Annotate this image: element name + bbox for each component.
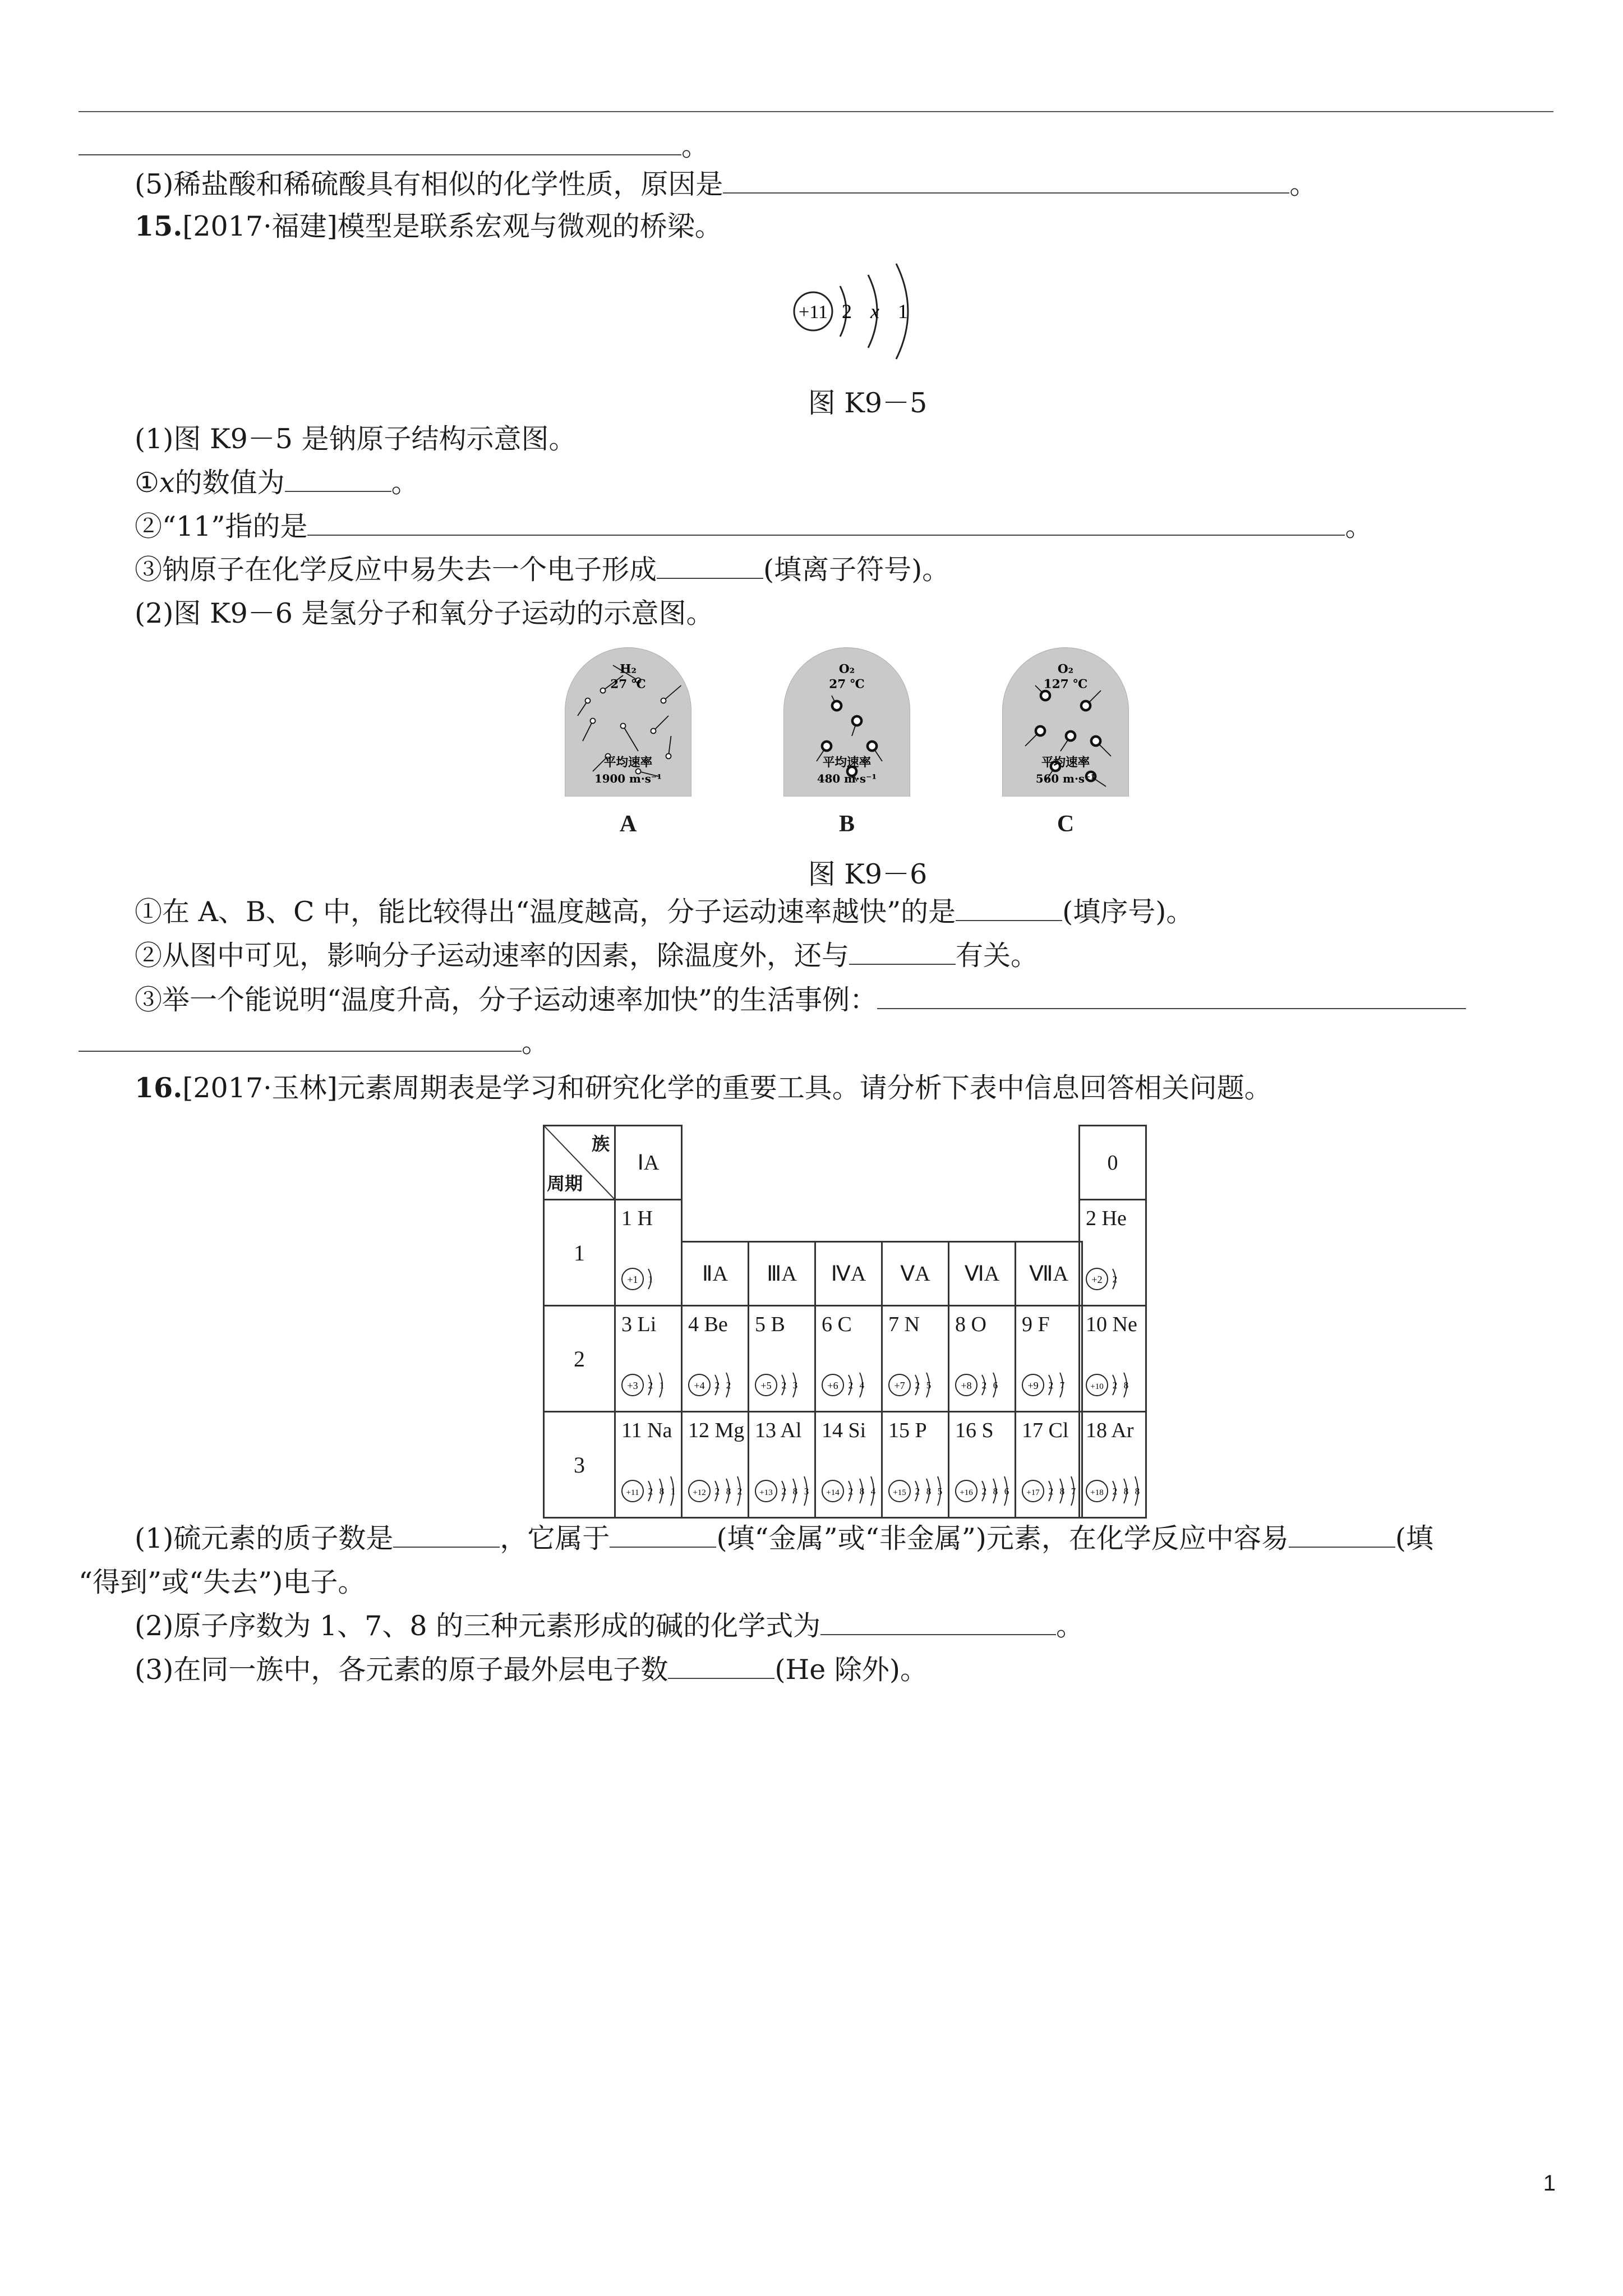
- molecule-panel-a: [555, 645, 701, 799]
- svg-text:1: 1: [648, 1274, 653, 1285]
- atom-structure-diagram: [1083, 1363, 1146, 1407]
- element-symbol: 8 O: [955, 1313, 986, 1336]
- q16-part1: (1)硫元素的质子数是 ，它属于 (填“金属”或“非金属”)元素，在化学反应中容易 (填: [135, 1522, 1433, 1554]
- atom-structure-diagram: [619, 1469, 682, 1513]
- element-cell-na: [614, 1411, 683, 1519]
- answer-blank[interactable]: [668, 1655, 774, 1679]
- svg-text:2: 2: [648, 1380, 653, 1391]
- q15-part2-1: ①在 A、B、C 中，能比较得出“温度越高，分子运动速率越快”的是 (填序号)。: [135, 896, 1194, 928]
- answer-blank[interactable]: [307, 512, 1345, 536]
- q15-part1-2: ②“11”指的是 。: [135, 510, 1373, 542]
- atom-structure-diagram: [619, 1257, 682, 1301]
- q15-part2: (2)图 K9－6 是氢分子和氧分子运动的示意图。: [135, 597, 714, 629]
- molecule-panel-b: [774, 645, 920, 799]
- group-header-3: ⅢA: [748, 1241, 816, 1306]
- element-symbol: 11 Na: [621, 1419, 672, 1442]
- element-symbol: 6 C: [822, 1313, 852, 1336]
- element-cell-ar: [1078, 1411, 1147, 1519]
- svg-text:5: 5: [926, 1380, 932, 1391]
- answer-line-continuation: [79, 111, 1553, 112]
- atom-structure-diagram: [753, 1469, 815, 1513]
- svg-text:+11: +11: [799, 302, 828, 323]
- group-header-ia: ⅠA: [614, 1125, 683, 1200]
- element-cell-n: [881, 1305, 949, 1412]
- q16-stem: 16.[2017·玉林]元素周期表是学习和研究化学的重要工具。请分析下表中信息回答相关问题。: [135, 1071, 1272, 1104]
- svg-text:平均速率: 平均速率: [1041, 756, 1090, 770]
- element-symbol: 2 He: [1086, 1207, 1127, 1230]
- svg-text:8: 8: [659, 1486, 665, 1497]
- svg-text:2: 2: [915, 1486, 920, 1497]
- element-symbol: 17 Cl: [1022, 1419, 1069, 1442]
- svg-text:2: 2: [1112, 1380, 1118, 1391]
- svg-text:2: 2: [1112, 1274, 1118, 1285]
- atom-structure-diagram: [753, 1363, 815, 1407]
- group-header-4: ⅣA: [814, 1241, 883, 1306]
- q14-answer-line-end: 。: [79, 129, 709, 164]
- svg-text:3: 3: [804, 1486, 809, 1497]
- svg-text:+14: +14: [826, 1488, 840, 1497]
- svg-text:2: 2: [1048, 1380, 1054, 1391]
- element-cell-al: [748, 1411, 816, 1519]
- svg-text:8: 8: [1135, 1486, 1140, 1497]
- svg-text:2: 2: [781, 1486, 787, 1497]
- element-symbol: 12 Mg: [688, 1419, 745, 1442]
- table-corner-header: 族 周期: [543, 1125, 616, 1200]
- period-header-3: 3: [543, 1411, 616, 1519]
- svg-text:7: 7: [1071, 1486, 1076, 1497]
- svg-text:2: 2: [714, 1486, 720, 1497]
- group-header-2: ⅡA: [681, 1241, 749, 1306]
- figure-caption-k9-5: 图 K9－5: [808, 387, 928, 419]
- svg-text:+7: +7: [894, 1380, 905, 1391]
- element-symbol: 15 P: [888, 1419, 927, 1442]
- svg-text:1: 1: [670, 1486, 676, 1497]
- element-cell-s: [948, 1411, 1016, 1519]
- svg-text:+9: +9: [1027, 1380, 1039, 1391]
- svg-text:6: 6: [993, 1380, 998, 1391]
- element-symbol: 5 B: [755, 1313, 785, 1336]
- answer-blank[interactable]: [79, 1028, 522, 1052]
- svg-text:8: 8: [926, 1486, 932, 1497]
- group-header-5: ⅤA: [881, 1241, 949, 1306]
- svg-text:8: 8: [993, 1486, 998, 1497]
- q15-part1-3: ③钠原子在化学反应中易失去一个电子形成 (填离子符号)。: [135, 554, 950, 586]
- answer-blank[interactable]: [723, 170, 1289, 194]
- svg-text:+16: +16: [960, 1488, 973, 1497]
- period-header-2: 2: [543, 1305, 616, 1412]
- element-cell-si: [814, 1411, 883, 1519]
- figure-caption-k9-6: 图 K9－6: [808, 858, 928, 890]
- q15-stem: 15.[2017·福建]模型是联系宏观与微观的桥梁。: [135, 210, 722, 242]
- answer-blank[interactable]: [610, 1524, 716, 1548]
- svg-text:8: 8: [1123, 1380, 1129, 1391]
- q15-part2-3-continuation: 。: [79, 1025, 549, 1060]
- element-cell-o: [948, 1305, 1016, 1412]
- svg-text:+10: +10: [1090, 1382, 1104, 1391]
- atom-structure-diagram: [686, 1469, 749, 1513]
- svg-text:+13: +13: [759, 1488, 773, 1497]
- svg-text:+17: +17: [1026, 1488, 1040, 1497]
- svg-text:2: 2: [781, 1380, 787, 1391]
- svg-text:560 m·s⁻¹: 560 m·s⁻¹: [1035, 771, 1096, 785]
- q15-part2-2: ②从图中可见，影响分子运动速率的因素，除温度外，还与 有关。: [135, 940, 1039, 972]
- answer-blank[interactable]: [393, 1524, 500, 1548]
- svg-text:+12: +12: [693, 1488, 706, 1497]
- svg-text:+8: +8: [961, 1380, 972, 1391]
- svg-text:+3: +3: [627, 1380, 638, 1391]
- group-header-6: ⅥA: [948, 1241, 1016, 1306]
- svg-text:2: 2: [726, 1380, 731, 1391]
- element-cell-mg: [681, 1411, 749, 1519]
- atom-structure-diagram: [886, 1363, 949, 1407]
- svg-text:3: 3: [792, 1380, 798, 1391]
- element-cell-he: [1078, 1199, 1147, 1306]
- atom-structure-diagram: [619, 1363, 682, 1407]
- answer-blank[interactable]: [956, 898, 1062, 921]
- svg-text:+1: +1: [627, 1274, 638, 1285]
- svg-text:27 ℃: 27 ℃: [829, 677, 865, 692]
- svg-text:127 ℃: 127 ℃: [1043, 677, 1088, 692]
- element-cell-f: [1015, 1305, 1083, 1412]
- molecule-panel-c: [993, 645, 1138, 799]
- svg-text:5: 5: [937, 1486, 943, 1497]
- answer-blank[interactable]: [79, 132, 681, 155]
- answer-blank[interactable]: [1289, 1524, 1395, 1548]
- svg-text:2: 2: [737, 1486, 743, 1497]
- element-symbol: 3 Li: [621, 1313, 657, 1336]
- svg-text:7: 7: [1059, 1380, 1065, 1391]
- element-cell-b: [748, 1305, 816, 1412]
- element-cell-ne: [1078, 1305, 1147, 1412]
- svg-text:x: x: [870, 300, 879, 323]
- svg-text:O₂: O₂: [838, 662, 855, 677]
- svg-text:O₂: O₂: [1057, 662, 1074, 677]
- svg-text:4: 4: [870, 1486, 876, 1497]
- svg-text:4: 4: [859, 1380, 865, 1391]
- svg-text:2: 2: [981, 1380, 987, 1391]
- svg-text:2: 2: [981, 1486, 987, 1497]
- element-cell-li: [614, 1305, 683, 1412]
- panel-label-c: C: [1057, 811, 1075, 837]
- q16-part2: (2)原子序数为 1、7、8 的三种元素形成的碱的化学式为 。: [135, 1610, 1084, 1642]
- element-cell-h: [614, 1199, 683, 1306]
- atom-structure-diagram: [819, 1363, 882, 1407]
- svg-text:8: 8: [859, 1486, 865, 1497]
- svg-text:27 ℃: 27 ℃: [610, 677, 646, 692]
- atom-structure-diagram: [1020, 1469, 1082, 1513]
- svg-text:1: 1: [898, 300, 908, 323]
- element-symbol: 9 F: [1022, 1313, 1050, 1336]
- panel-label-b: B: [838, 811, 855, 837]
- svg-text:2: 2: [1048, 1486, 1054, 1497]
- svg-text:+2: +2: [1091, 1274, 1103, 1285]
- element-symbol: 14 Si: [822, 1419, 866, 1442]
- svg-text:2: 2: [648, 1486, 653, 1497]
- svg-text:1900 m·s⁻¹: 1900 m·s⁻¹: [594, 771, 662, 785]
- panel-label-a: A: [619, 811, 637, 837]
- element-symbol: 7 N: [888, 1313, 920, 1336]
- svg-text:平均速率: 平均速率: [603, 756, 653, 770]
- page-number: 1: [1543, 2171, 1556, 2196]
- sodium-atom-diagram: [791, 255, 931, 367]
- element-symbol: 10 Ne: [1086, 1313, 1137, 1336]
- element-cell-c: [814, 1305, 883, 1412]
- element-cell-p: [881, 1411, 949, 1519]
- atom-structure-diagram: [953, 1363, 1016, 1407]
- atom-structure-diagram: [819, 1469, 882, 1513]
- element-cell-be: [681, 1305, 749, 1412]
- element-symbol: 4 Be: [688, 1313, 728, 1336]
- element-symbol: 1 H: [621, 1207, 653, 1230]
- element-cell-cl: [1015, 1411, 1083, 1519]
- answer-blank[interactable]: [877, 986, 1466, 1009]
- svg-text:+15: +15: [893, 1488, 906, 1497]
- svg-text:2: 2: [842, 300, 852, 323]
- svg-text:8: 8: [1059, 1486, 1065, 1497]
- q14-part5: (5)稀盐酸和稀硫酸具有相似的化学性质，原因是 。: [135, 168, 1317, 200]
- answer-blank[interactable]: [849, 941, 956, 965]
- answer-blank[interactable]: [285, 468, 391, 492]
- svg-text:2: 2: [848, 1380, 854, 1391]
- element-symbol: 13 Al: [755, 1419, 802, 1442]
- answer-blank[interactable]: [657, 555, 763, 579]
- svg-text:+4: +4: [694, 1380, 705, 1391]
- q15-part2-3: ③举一个能说明“温度升高，分子运动速率加快”的生活事例：: [135, 983, 1466, 1018]
- svg-text:2: 2: [1112, 1486, 1118, 1497]
- group-header-0: 0: [1078, 1125, 1147, 1200]
- element-symbol: 16 S: [955, 1419, 994, 1442]
- atom-structure-diagram: [1020, 1363, 1082, 1407]
- svg-text:+6: +6: [827, 1380, 838, 1391]
- svg-text:2: 2: [848, 1486, 854, 1497]
- atom-structure-diagram: [1083, 1469, 1146, 1513]
- group-header-7: ⅦA: [1015, 1241, 1083, 1306]
- svg-text:1: 1: [659, 1380, 665, 1391]
- svg-text:+18: +18: [1090, 1488, 1104, 1497]
- svg-text:8: 8: [726, 1486, 731, 1497]
- svg-text:平均速率: 平均速率: [822, 756, 872, 770]
- svg-text:H₂: H₂: [620, 662, 637, 677]
- answer-blank[interactable]: [820, 1612, 1056, 1635]
- svg-text:8: 8: [792, 1486, 798, 1497]
- q15-part1-1: ①x的数值为 。: [135, 467, 419, 499]
- atom-structure-diagram: [686, 1363, 749, 1407]
- svg-text:480 m·s⁻¹: 480 m·s⁻¹: [817, 771, 877, 785]
- period-header-1: 1: [543, 1199, 616, 1306]
- q16-part3: (3)在同一族中，各元素的原子最外层电子数 (He 除外)。: [135, 1654, 928, 1686]
- q16-part1-continuation: “得到”或“失去”)电子。: [79, 1566, 366, 1598]
- atom-structure-diagram: [953, 1469, 1016, 1513]
- periodic-table: [543, 1125, 1149, 1517]
- atom-structure-diagram: [1083, 1257, 1146, 1301]
- svg-text:2: 2: [714, 1380, 720, 1391]
- svg-text:+11: +11: [626, 1488, 639, 1497]
- atom-structure-diagram: [886, 1469, 949, 1513]
- svg-text:+5: +5: [760, 1380, 772, 1391]
- svg-text:8: 8: [1123, 1486, 1129, 1497]
- element-symbol: 18 Ar: [1086, 1419, 1134, 1442]
- svg-text:6: 6: [1004, 1486, 1009, 1497]
- q15-part1: (1)图 K9－5 是钠原子结构示意图。: [135, 423, 577, 455]
- svg-text:2: 2: [915, 1380, 920, 1391]
